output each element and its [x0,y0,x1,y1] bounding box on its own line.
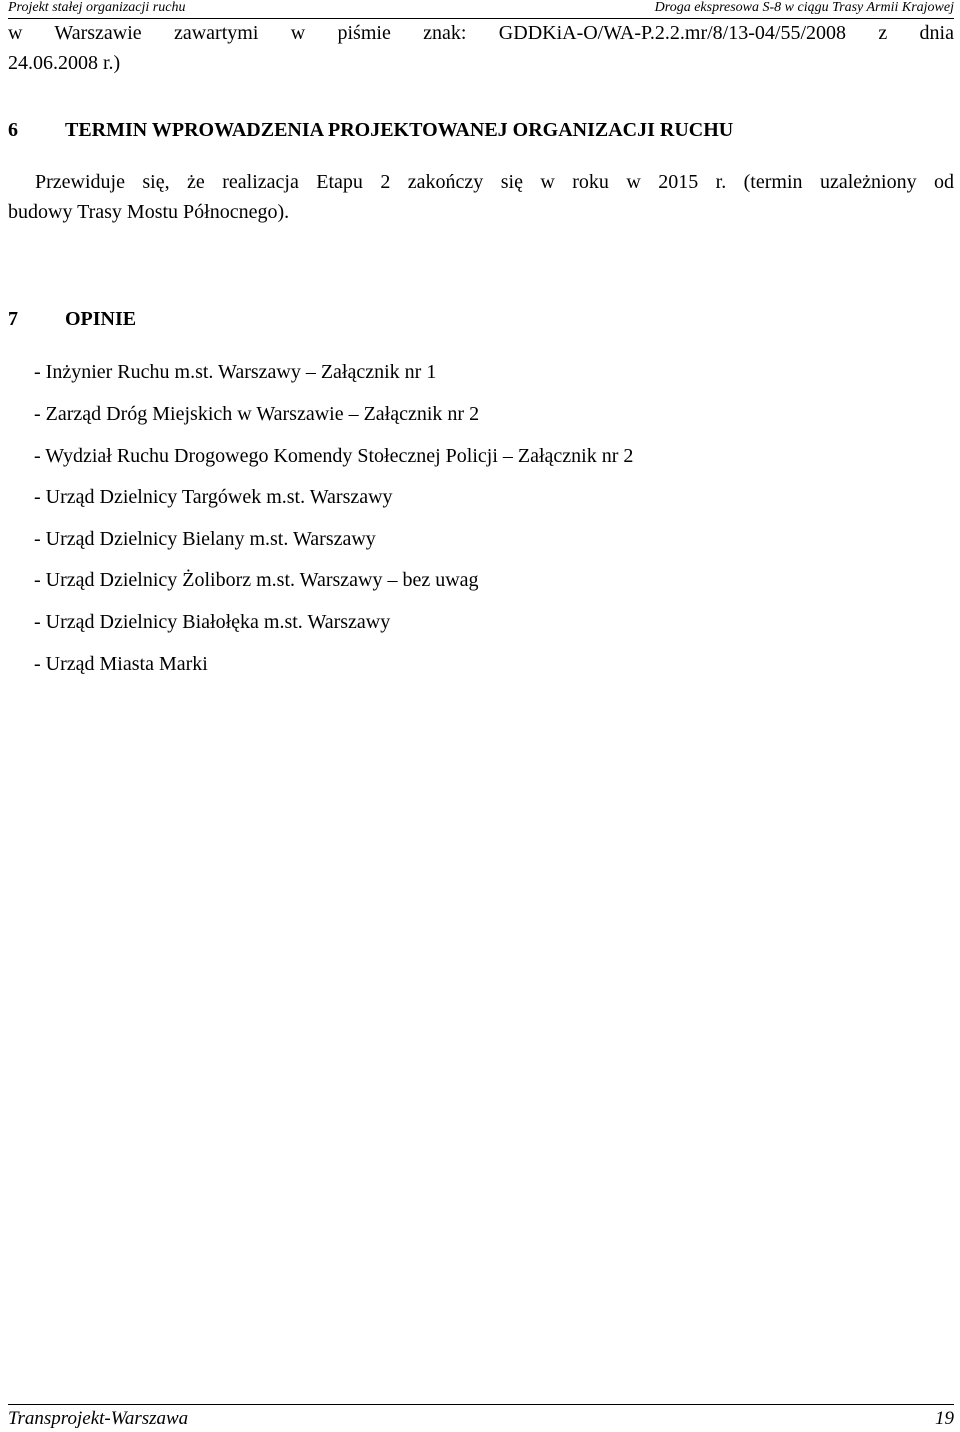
section-6-para-line-2: budowy Trasy Mostu Północnego). [8,201,290,223]
footer-company: Transprojekt-Warszawa [8,1408,189,1429]
intro-line-1: w Warszawie zawartymi w piśmie znak: GDDKiA-O/WA-P.2.2.mr/8/13-04/55/2008 z dnia [8,22,954,44]
section-7-number: 7 [8,308,18,330]
list-item: - Urząd Dzielnicy Białołęka m.st. Warszawy [34,611,391,633]
page-header [8,0,954,19]
section-7-heading [8,307,136,331]
list-item: - Inżynier Ruchu m.st. Warszawy – Załącznik nr 1 [34,361,437,383]
list-item: - Wydział Ruchu Drogowego Komendy Stołecznej Policji – Załącznik nr 2 [34,445,634,467]
section-7-title: OPINIE [65,308,137,330]
list-item: - Urząd Dzielnicy Bielany m.st. Warszawy [34,528,376,550]
intro-line-2: 24.06.2008 r.) [8,52,121,74]
page-number: 19 [935,1408,954,1429]
section-6-para-line-1: Przewiduje się, że realizacja Etapu 2 zakończy się w roku w 2015 r. (termin uzależniony od [35,171,954,193]
section-6-title: TERMIN WPROWADZENIA PROJEKTOWANEJ ORGANIZACJI RUCHU [65,119,734,141]
list-item: - Zarząd Dróg Miejskich w Warszawie – Załącznik nr 2 [34,403,480,425]
list-item: - Urząd Miasta Marki [34,653,208,675]
header-project-title: Projekt stałej organizacji ruchu [8,0,186,15]
page-footer [8,1404,954,1431]
list-item: - Urząd Dzielnicy Żoliborz m.st. Warszawy – bez uwag [34,569,479,591]
intro-paragraph [8,21,954,75]
section-6-number: 6 [8,119,18,141]
header-road-title: Droga ekspresowa S-8 w ciągu Trasy Armii Krajowej [654,0,954,15]
list-item: - Urząd Dzielnicy Targówek m.st. Warszawy [34,486,393,508]
section-6-paragraph [8,170,954,224]
section-6-heading [8,118,733,142]
